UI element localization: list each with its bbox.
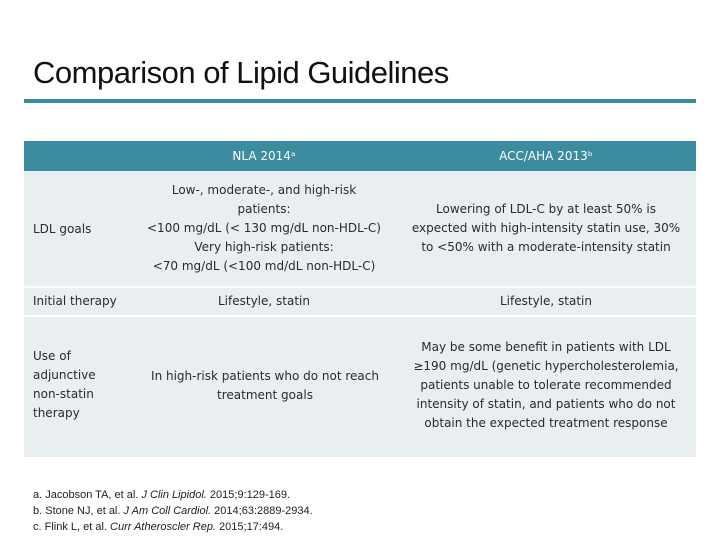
footnote-text: 2015;9:129-169. bbox=[206, 489, 291, 501]
header-acc-aha: ACC/AHA 2013ᵇ bbox=[499, 149, 593, 163]
row-separator bbox=[24, 315, 696, 317]
cell-line: therapy bbox=[33, 406, 80, 420]
footnote-text: a. Jacobson TA, et al. bbox=[33, 489, 142, 501]
cell-line: adjunctive bbox=[33, 368, 96, 382]
cell-line: obtain the expected treatment response bbox=[424, 416, 668, 430]
cell-line: <100 mg/dL (< 130 mg/dL non-HDL-C) bbox=[147, 221, 381, 235]
cell-line: Very high-risk patients: bbox=[194, 240, 334, 254]
cell-line: Lifestyle, statin bbox=[218, 294, 310, 308]
guidelines-table bbox=[24, 141, 696, 457]
footnotes bbox=[33, 487, 313, 535]
row-initial-therapy-nla bbox=[134, 292, 394, 311]
cell-line: In high-risk patients who do not reach bbox=[151, 369, 379, 383]
footnote-text: 2014;63:2889-2934. bbox=[211, 505, 313, 517]
cell-line: Lowering of LDL-C by at least 50% is bbox=[436, 202, 656, 216]
row-ldl-goals-acc bbox=[394, 200, 698, 257]
cell-line: <70 mg/dL (<100 md/dL non-HDL-C) bbox=[152, 259, 376, 273]
cell-line: May be some benefit in patients with LDL bbox=[421, 340, 671, 354]
cell-line: patients: bbox=[237, 202, 291, 216]
row-initial-therapy-label bbox=[33, 292, 117, 311]
journal-name: Curr Atheroscler Rep. bbox=[110, 521, 216, 533]
cell-line: LDL goals bbox=[33, 222, 92, 236]
cell-line: treatment goals bbox=[217, 388, 313, 402]
cell-line: Low-, moderate-, and high-risk bbox=[171, 183, 357, 197]
row-adjunctive-acc bbox=[394, 338, 698, 433]
cell-line: non-statin bbox=[33, 387, 94, 401]
row-ldl-goals-label bbox=[33, 220, 91, 239]
cell-line: expected with high-intensity statin use, 30% bbox=[411, 221, 681, 235]
row-ldl-goals-nla bbox=[134, 181, 394, 276]
cell-line: intensity of statin, and patients who do not bbox=[416, 397, 676, 411]
title-underline bbox=[24, 99, 696, 103]
cell-line: ≥190 mg/dL (genetic hypercholesterolemia, bbox=[413, 359, 679, 373]
row-adjunctive-nla bbox=[134, 367, 396, 405]
slide-title: Comparison of Lipid Guidelines bbox=[33, 55, 449, 90]
footnote-c bbox=[33, 519, 313, 535]
table-header-row bbox=[24, 141, 696, 171]
footnote-text: 2015;17:494. bbox=[216, 521, 284, 533]
footnote-text: c. Flink L, et al. bbox=[33, 521, 111, 533]
cell-line: to <50% with a moderate-intensity statin bbox=[421, 240, 671, 254]
row-adjunctive-label bbox=[33, 347, 96, 423]
footnote-b bbox=[33, 503, 313, 519]
journal-name: J Am Coll Cardiol. bbox=[123, 505, 212, 517]
row-separator bbox=[24, 286, 696, 288]
footnote-a bbox=[33, 487, 313, 503]
footnote-text: b. Stone NJ, et al. bbox=[33, 505, 124, 517]
cell-line: Use of bbox=[33, 349, 71, 363]
cell-line: Lifestyle, statin bbox=[500, 294, 592, 308]
cell-line: patients unable to tolerate recommended bbox=[420, 378, 672, 392]
cell-line: Initial therapy bbox=[33, 294, 117, 308]
row-initial-therapy-acc bbox=[394, 292, 698, 311]
header-nla: NLA 2014ᵃ bbox=[232, 149, 296, 163]
journal-name: J Clin Lipidol. bbox=[141, 489, 207, 501]
